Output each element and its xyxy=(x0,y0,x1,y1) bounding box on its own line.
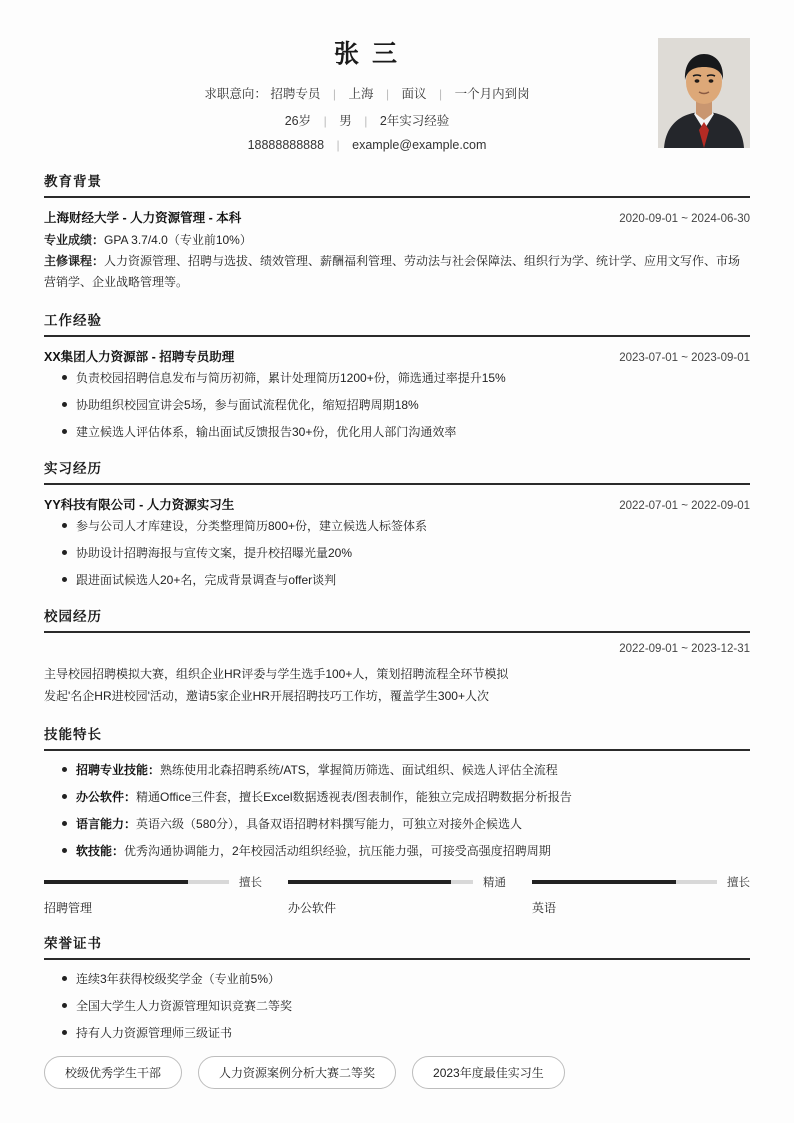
education-courses-value: 人力资源管理、招聘与选拔、绩效管理、薪酬福利管理、劳动法与社会保障法、组织行为学、统计学、应用文写作、市场营销学、企业战略管理等。 xyxy=(44,254,741,289)
skill-lead: 软技能： xyxy=(76,844,125,859)
basic-gender: 男 xyxy=(339,114,352,128)
status-badge: 校级优秀学生干部 xyxy=(44,1056,182,1089)
divider: | xyxy=(364,114,368,128)
list-item: 参与公司人才库建设，分类整理简历800+份，建立候选人标签体系 xyxy=(62,517,750,535)
skill-bars xyxy=(44,874,750,916)
honor-tags xyxy=(44,1056,750,1089)
list-item: 协助组织校园宣讲会5场，参与面试流程优化，缩短招聘周期18% xyxy=(62,396,750,414)
education-gpa-value: GPA 3.7/4.0（专业前10%） xyxy=(104,233,252,247)
skill-bar-item xyxy=(44,874,262,916)
skill-bar-track xyxy=(532,880,717,884)
skill-bar-level: 擅长 xyxy=(239,877,262,890)
list-item: 连续3年获得校级奖学金（专业前5%） xyxy=(62,970,750,988)
internship-entry-head xyxy=(44,495,750,513)
section-work xyxy=(44,309,750,441)
skills-bullets xyxy=(44,761,750,860)
section-internship xyxy=(44,457,750,589)
work-entry-head xyxy=(44,347,750,365)
avatar xyxy=(658,38,750,148)
status-badge: 2023年度最佳实习生 xyxy=(412,1056,565,1089)
list-item: 负责校园招聘信息发布与简历初筛，累计处理简历1200+份，筛选通过率提升15% xyxy=(62,369,750,387)
campus-date: 2022-09-01 ~ 2023-12-31 xyxy=(619,643,750,655)
divider: | xyxy=(439,87,443,101)
job-intent-city: 上海 xyxy=(348,87,374,101)
work-bullets xyxy=(44,369,750,441)
section-title-campus: 校园经历 xyxy=(44,609,102,624)
section-divider xyxy=(44,483,750,485)
skill-bar-level: 精通 xyxy=(483,877,506,890)
section-title-skills: 技能特长 xyxy=(44,727,102,743)
education-gpa-label: 专业成绩： xyxy=(44,233,105,247)
section-divider xyxy=(44,335,750,337)
basic-experience: 2年实习经验 xyxy=(379,114,450,128)
education-entry-head xyxy=(44,208,750,226)
internship-entry xyxy=(44,495,750,589)
list-item: 持有人力资源管理师三级证书 xyxy=(62,1024,750,1042)
skill-lead: 招聘专业技能： xyxy=(76,763,161,778)
job-intent-availability: 一个月内到岗 xyxy=(454,87,530,101)
section-honors xyxy=(44,932,750,1089)
job-intent-line xyxy=(44,84,750,102)
skill-text: 熟练使用北森招聘系统/ATS，掌握简历筛选、面试组织、候选人评估全流程 xyxy=(160,763,558,778)
education-courses-label: 主修课程： xyxy=(44,254,105,268)
section-title-internship: 实习经历 xyxy=(44,461,102,476)
list-item xyxy=(62,788,750,806)
skill-bar-row xyxy=(44,874,262,890)
avatar-photo-icon xyxy=(658,38,750,148)
internship-company: YY科技有限公司 - 人力资源实习生 xyxy=(44,498,235,512)
skill-bar-name: 英语 xyxy=(532,901,557,916)
divider: | xyxy=(336,138,340,152)
contact-line xyxy=(44,138,750,152)
status-badge: 人力资源案例分析大赛二等奖 xyxy=(198,1056,396,1089)
divider: | xyxy=(323,114,327,128)
education-courses xyxy=(44,251,750,293)
skill-bar-row xyxy=(288,874,506,890)
campus-line: 发起'名企HR进校园'活动，邀请5家企业HR开展招聘技巧工作坊，覆盖学生300+人次 xyxy=(44,689,489,704)
skill-lead: 办公软件： xyxy=(76,790,137,805)
divider: | xyxy=(385,87,390,101)
section-divider xyxy=(44,196,750,198)
internship-date: 2022-07-01 ~ 2022-09-01 xyxy=(619,500,750,512)
skill-text: 优秀沟通协调能力，2年校园活动组织经验，抗压能力强，可接受高强度招聘周期 xyxy=(124,844,551,859)
skill-bar-fill xyxy=(44,880,188,884)
divider: | xyxy=(332,87,336,101)
section-divider xyxy=(44,631,750,633)
skill-text: 精通Office三件套，擅长Excel数据透视表/图表制作，能独立完成招聘数据分析报告 xyxy=(136,790,572,805)
honors-bullets xyxy=(44,970,750,1042)
education-gpa xyxy=(44,230,750,251)
campus-line: 主导校园招聘模拟大赛，组织企业HR评委与学生选手100+人，策划招聘流程全环节模拟 xyxy=(44,667,509,681)
skill-bar-name: 招聘管理 xyxy=(44,901,93,916)
list-item: 跟进面试候选人20+名，完成背景调查与offer谈判 xyxy=(62,571,750,589)
page-title: 张 三 xyxy=(334,40,400,68)
job-intent-label: 求职意向： xyxy=(204,87,267,101)
internship-bullets xyxy=(44,517,750,589)
contact-phone[interactable]: 18888888888 xyxy=(247,138,325,152)
resume-header xyxy=(44,34,750,154)
list-item xyxy=(62,815,750,833)
section-skills xyxy=(44,723,750,916)
education-date: 2020-09-01 ~ 2024-06-30 xyxy=(619,213,750,225)
section-divider xyxy=(44,749,750,751)
section-title-work: 工作经验 xyxy=(44,313,102,328)
section-education xyxy=(44,170,750,293)
skill-lead: 语言能力： xyxy=(76,817,137,832)
list-item: 协助设计招聘海报与宣传文案，提升校招曝光量20% xyxy=(62,544,750,562)
skill-bar-track xyxy=(288,880,473,884)
basic-age: 26岁 xyxy=(284,114,312,128)
basic-info-line xyxy=(44,111,750,129)
contact-email[interactable]: example@example.com xyxy=(352,138,487,152)
skill-bar-row xyxy=(532,874,750,890)
education-school: 上海财经大学 - 人力资源管理 - 本科 xyxy=(44,211,242,225)
list-item: 全国大学生人力资源管理知识竞赛二等奖 xyxy=(62,997,750,1015)
list-item: 建立候选人评估体系，输出面试反馈报告30+份，优化用人部门沟通效率 xyxy=(62,423,750,441)
skill-bar-track xyxy=(44,880,229,884)
section-title-honors: 荣誉证书 xyxy=(44,936,102,952)
section-title-education: 教育背景 xyxy=(44,174,102,189)
skill-bar-level: 擅长 xyxy=(727,877,750,890)
job-intent-salary: 面议 xyxy=(401,87,427,101)
work-entry xyxy=(44,347,750,441)
work-company: XX集团人力资源部 - 招聘专员助理 xyxy=(44,350,235,364)
skill-text: 英语六级（580分），具备双语招聘材料撰写能力，可独立对接外企候选人 xyxy=(136,817,523,832)
education-entry xyxy=(44,208,750,293)
work-date: 2023-07-01 ~ 2023-09-01 xyxy=(619,352,750,364)
skill-bar-item xyxy=(532,874,750,916)
skill-bar-fill xyxy=(532,880,676,884)
list-item xyxy=(62,842,750,860)
section-campus xyxy=(44,605,750,707)
skill-bar-name: 办公软件 xyxy=(288,901,337,916)
skill-bar-fill xyxy=(288,880,451,884)
skill-bar-item xyxy=(288,874,506,916)
job-intent-position: 招聘专员 xyxy=(270,87,321,101)
list-item xyxy=(62,761,750,779)
section-divider xyxy=(44,958,750,960)
